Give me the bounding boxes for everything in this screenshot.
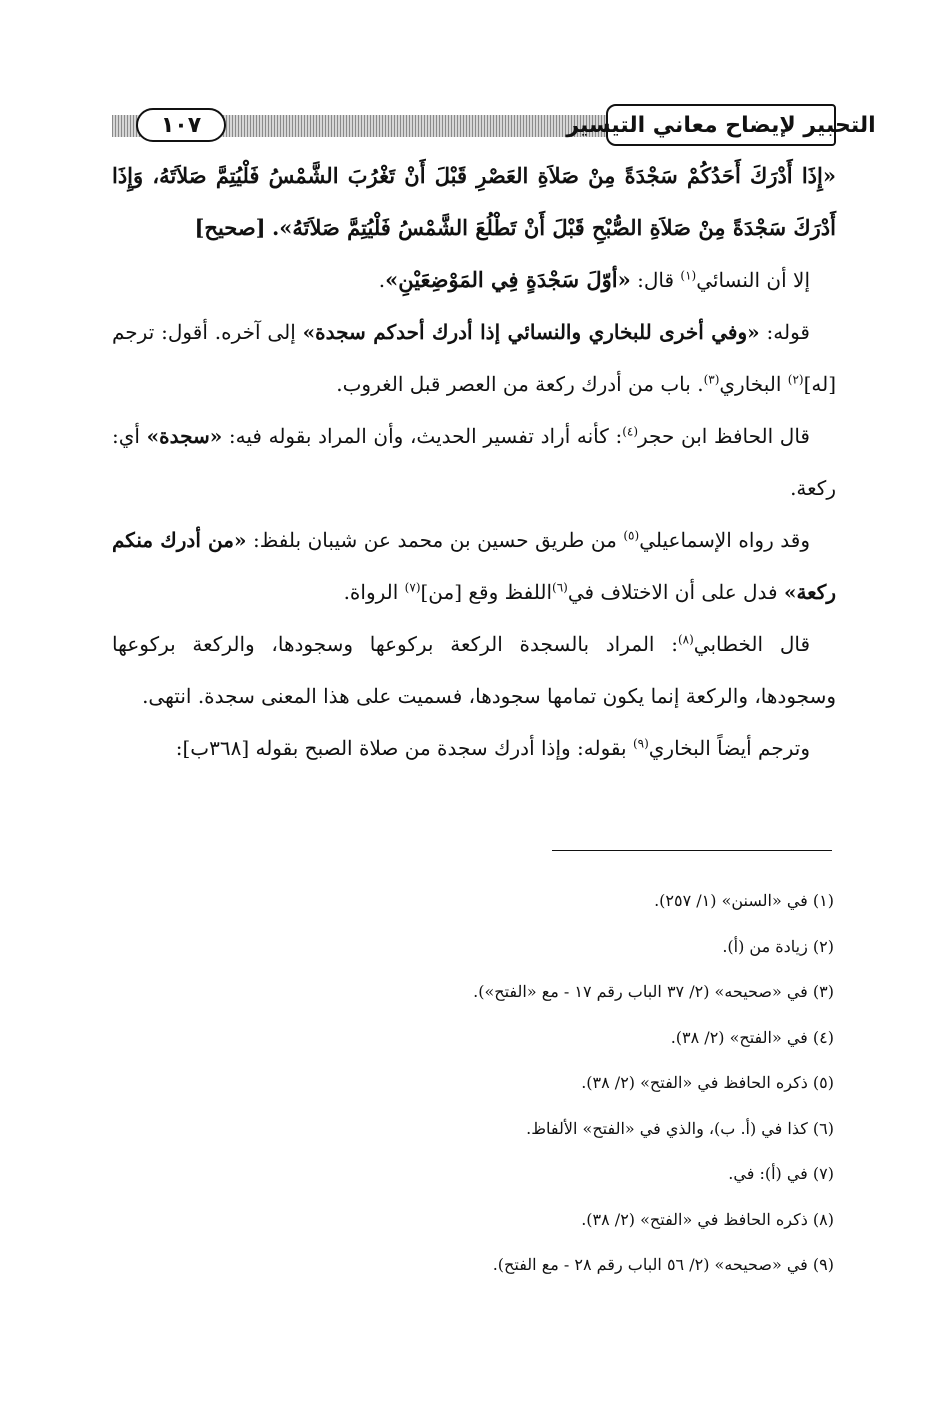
main-text <box>112 150 836 774</box>
text-span: من طريق حسين بن محمد عن شيبان بلفظ: <box>246 528 624 552</box>
text-span: أي: ركعة. <box>112 424 836 500</box>
footnote-7: (٧) في (أ): في. <box>728 1164 834 1183</box>
running-header <box>112 104 876 148</box>
footnote-8: (٨) ذكره الحافظ في «الفتح» (٢/ ٣٨). <box>581 1209 834 1229</box>
text-span: اللفظ وقع [من] <box>420 580 552 604</box>
text-span: فدل على أن الاختلاف في <box>567 580 784 604</box>
footnote-ref-3[interactable]: (٣) <box>703 372 720 387</box>
footnote-6: (٦) كذا في (أ. ب)، والذي في «الفتح» الألفاظ. <box>526 1118 834 1138</box>
footnote-ref-1[interactable]: (١) <box>680 268 697 283</box>
text-span: إلا أن النسائي <box>696 268 810 292</box>
text-span: : كأنه أراد تفسير الحديث، وأن المراد بقوله فيه: <box>222 424 623 448</box>
book-title: التحبير لإيضاح معاني التيسير <box>606 104 836 146</box>
text-span: بقوله: وإذا أدرك سجدة من صلاة الصبح بقوله [٣٦٨ب]: <box>175 736 633 760</box>
text-span: : المراد بالسجدة الركعة بركوعها وسجودها، والركعة بركوعها وسجودها، والركعة إنما يكون تمامها سجودها، فسميت على هذا المعنى سجدة. انتهى. <box>112 632 836 708</box>
hadith-paragraph <box>112 150 836 254</box>
paragraph-qawluhu <box>112 306 836 410</box>
footnote-2: (٢) زيادة من (أ). <box>722 936 834 956</box>
quoted-hadith: «أوّلَ سَجْدَةٍ فِي المَوْضِعَيْنِ» <box>385 267 631 292</box>
footnote-ref-9[interactable]: (٩) <box>632 736 649 751</box>
footnote-3: (٣) في «صحيحه» (٢/ ٣٧ الباب رقم ١٧ - مع «الفتح»). <box>473 982 834 1001</box>
footnote-ref-4[interactable]: (٤) <box>622 424 639 439</box>
footnote-ref-8[interactable]: (٨) <box>677 632 694 647</box>
footnote-ref-6[interactable]: (٦) <box>552 580 568 595</box>
footnote-ref-2[interactable]: (٢) <box>787 372 804 387</box>
footnote-ref-7[interactable]: (٧) <box>404 580 421 595</box>
text-span: وقد رواه الإسماعيلي <box>639 528 811 552</box>
page-number: ١٠٧ <box>136 108 226 142</box>
text-span: الرواة. <box>343 580 405 604</box>
paragraph-khattabi <box>112 618 836 722</box>
paragraph-bukhari-tarjama <box>112 722 836 774</box>
text-span: إلى آخره. أقول: ترجم [له] <box>112 320 836 396</box>
paragraph-ismaili <box>112 514 836 618</box>
paragraph-ibn-hajar <box>112 410 836 514</box>
footnote-4: (٤) في «الفتح» (٢/ ٣٨). <box>670 1027 834 1047</box>
footnote-ref-5[interactable]: (٥) <box>623 528 640 543</box>
text-span: قوله: <box>759 320 810 344</box>
text-span: وترجم أيضاً البخاري <box>648 736 810 760</box>
text-span: . <box>378 268 386 292</box>
hadith-text: «إِذَا أَدْرَكَ أَحَدُكُمْ سَجْدَةً مِنْ صَلاَةِ العَصْرِ قَبْلَ أَنْ تَغْرُبَ الشَّمْسُ فَلْيُتِمَّ صَلاَتَهُ، وَإِذَا أَدْرَكَ سَجْدَةً مِنْ صَلاَةِ الصُّبْحِ قَبْلَ أَنْ تَطْلُعَ الشَّمْسُ فَلْيُتِمَّ صَلاَتَهُ». <box>112 163 836 240</box>
footnotes-list <box>112 878 834 1288</box>
text-span: . باب من أدرك ركعة من العصر قبل الغروب. <box>336 372 704 396</box>
footnote-separator <box>552 850 832 851</box>
footnote-9: (٩) في «صحيحه» (٢/ ٥٦ الباب رقم ٢٨ - مع الفتح). <box>492 1255 834 1274</box>
footnote-5: (٥) ذكره الحافظ في «الفتح» (٢/ ٣٨). <box>581 1073 834 1092</box>
text-span: قال الحافظ ابن حجر <box>638 424 810 448</box>
quoted-phrase: «من أدرك منكم ركعة» <box>112 528 836 604</box>
text-span: البخاري <box>719 372 788 396</box>
footnote-1: (١) في «السنن» (١/ ٢٥٧). <box>654 891 834 910</box>
quoted-phrase: «وفي أخرى للبخاري والنسائي إذا أدرك أحدكم سجدة» <box>302 320 760 344</box>
hadith-grade: [صحيح] <box>194 215 266 240</box>
quoted-word: «سجدة» <box>146 424 223 448</box>
text-span: قال الخطابي <box>693 632 810 656</box>
paragraph-nasai <box>112 254 836 306</box>
text-span: قال: <box>630 268 681 292</box>
